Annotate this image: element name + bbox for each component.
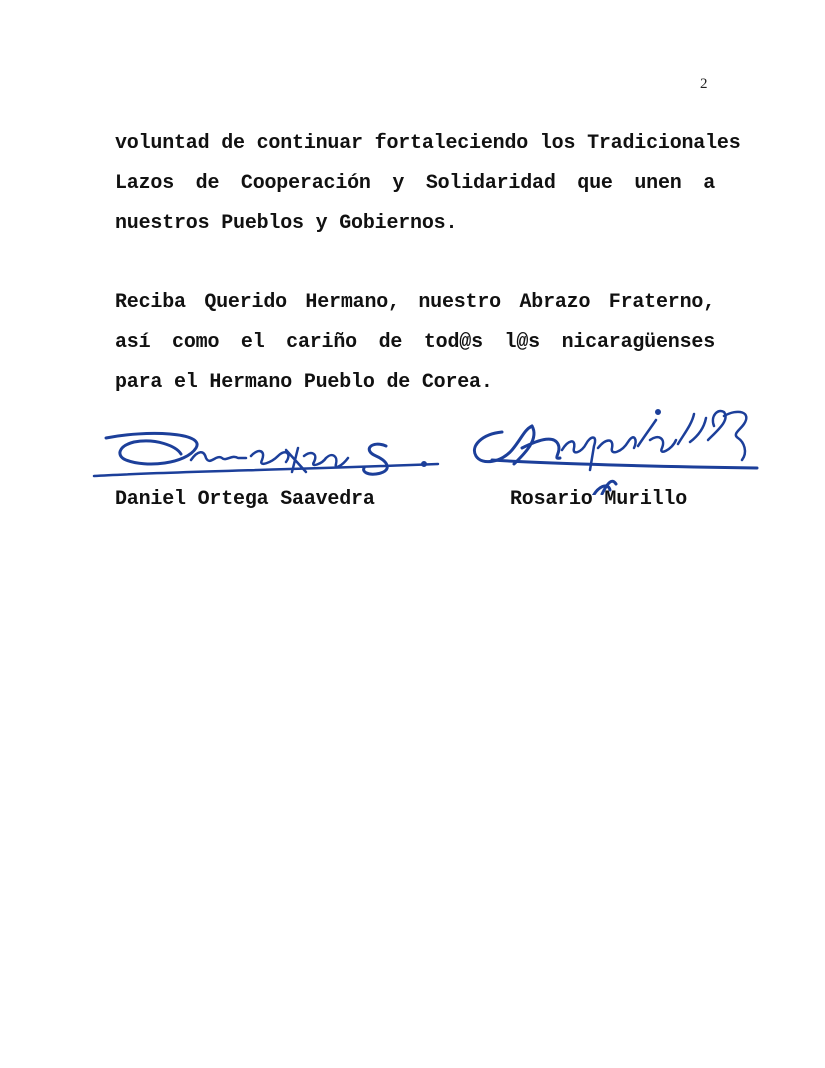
signature-rosario-murillo (462, 390, 762, 495)
paragraph-line: nuestros Pueblos y Gobiernos. (115, 212, 458, 235)
page-number: 2 (700, 76, 708, 92)
signature-daniel-ortega (86, 420, 446, 495)
letter-paragraph (115, 124, 741, 244)
letter-paragraph (115, 283, 715, 403)
paragraph-line: voluntad de continuar fortaleciendo los Tradicionales (115, 132, 741, 155)
signatory-name: Rosario Murillo (510, 488, 688, 511)
paragraph-line: para el Hermano Pueblo de Corea. (115, 371, 493, 394)
signatory-name: Daniel Ortega Saavedra (115, 488, 375, 511)
paragraph-line: Lazos de Cooperación y Solidaridad que unen a (115, 172, 715, 195)
paragraph-line: así como el cariño de tod@s l@s nicaragüenses (115, 331, 715, 354)
paragraph-line: Reciba Querido Hermano, nuestro Abrazo Fraterno, (115, 291, 715, 314)
